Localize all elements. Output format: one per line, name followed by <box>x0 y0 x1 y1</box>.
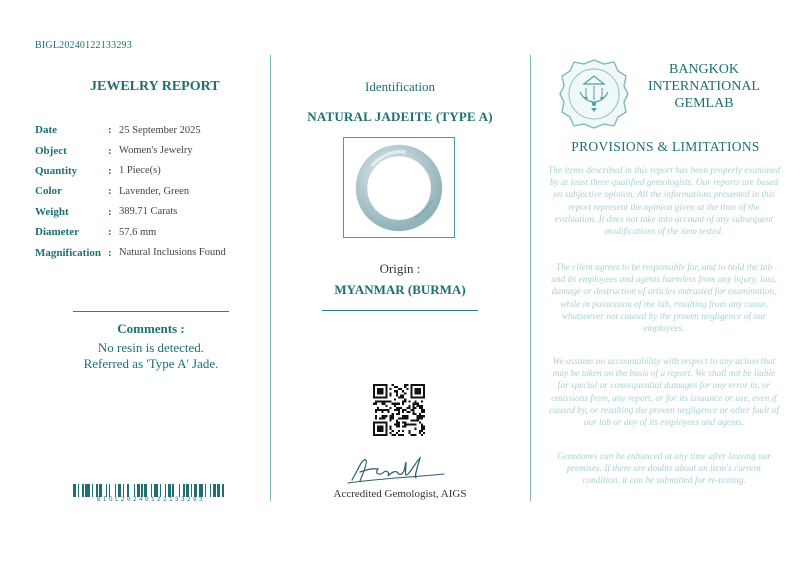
comments-divider <box>73 311 229 312</box>
spec-value: Women's Jewelry <box>119 145 193 157</box>
comment-line: Referred as 'Type A' Jade. <box>83 356 219 371</box>
spec-colon: : <box>108 164 112 177</box>
spec-colon: : <box>108 144 112 157</box>
panel-divider-right <box>530 55 531 501</box>
spec-value: Lavender, Green <box>119 185 190 197</box>
identification-heading: Identification <box>364 79 436 94</box>
report-title: JEWELRY REPORT <box>90 79 220 94</box>
provisions-paragraph: The client agrees to be responsible for, and to hold the lab and its employees and agents harmless from any injury, loss, damage or destruction of articles entrusted for examination, while in possession of the lab, resulting from any cause, whatsoever not caused by the proven negligence of our employees. <box>551 263 777 335</box>
spec-row-diameter <box>35 222 226 242</box>
barcode-text: BIGL20240122133293 <box>96 496 205 503</box>
spec-label: Magnification <box>35 246 101 259</box>
spec-row-date <box>35 120 226 140</box>
signature <box>344 450 448 488</box>
spec-row-color <box>35 181 226 201</box>
origin-label: Origin : <box>379 261 421 276</box>
spec-label: Diameter <box>35 226 79 239</box>
lab-name-line: BANGKOK <box>669 62 739 77</box>
gem-chandelier-emblem-icon <box>558 58 630 130</box>
provisions-title: PROVISIONS & LIMITATIONS <box>571 139 760 154</box>
lab-name-line: GEMLAB <box>674 96 734 111</box>
provisions-paragraph: Gemstones can be enhanced at any time after leaving our premises. If there are doubts about an item's current condition, it can be submitted for re-testing. <box>556 452 772 487</box>
spec-value: Natural Inclusions Found <box>119 247 226 259</box>
spec-value: 389.71 Carats <box>119 206 178 218</box>
comment-line: No resin is detected. <box>97 340 205 355</box>
spec-colon: : <box>108 124 112 137</box>
origin-divider <box>322 310 478 311</box>
spec-colon: : <box>108 185 112 198</box>
comments-body <box>0 340 302 372</box>
spec-table <box>35 120 226 263</box>
lab-name <box>638 61 770 112</box>
spec-row-magnification <box>35 242 226 262</box>
spec-row-weight <box>35 202 226 222</box>
qr-code-icon[interactable] <box>373 384 425 436</box>
spec-row-quantity <box>35 161 226 181</box>
spec-value: 57.6 mm <box>119 226 157 238</box>
provisions-paragraph: We assume no accountability with respect to any action that may be taken on the basis of a report. We shall not be liable for special or consequential damages for any error in, or omissions from, any report, or for its issuance or use, even if caused by, or resulting the proven negligence or other fault of our lab or any of its employees and agents. <box>549 357 779 429</box>
spec-label: Color <box>35 185 62 198</box>
lab-name-line: INTERNATIONAL <box>648 79 760 94</box>
spec-colon: : <box>108 205 112 218</box>
spec-colon: : <box>108 246 112 259</box>
spec-label: Date <box>35 124 57 137</box>
spec-colon: : <box>108 226 112 239</box>
spec-label: Quantity <box>35 164 78 177</box>
spec-label: Weight <box>35 205 69 218</box>
spec-label: Object <box>35 144 67 157</box>
gem-photo <box>343 137 455 238</box>
spec-value: 25 September 2025 <box>119 124 201 136</box>
provisions-paragraph: The items described in this report has been properly examined by at least three qualified gemologists. Our reports are based on subjective opinion. All the informations presented in this report represent the opinion given at the time of the evaluation. It does not take into account of any subsequent modifications of the item tested. <box>548 166 780 238</box>
signature-caption: Accredited Gemologist, AIGS <box>333 488 467 500</box>
signature-text: Hashen A. <box>344 450 349 451</box>
spec-row-object <box>35 140 226 160</box>
comments-title: Comments : <box>117 321 185 336</box>
stone-name: NATURAL JADEITE (TYPE A) <box>307 109 493 124</box>
report-number: BIGL20240122133293 <box>35 40 132 51</box>
spec-value: 1 Piece(s) <box>119 165 161 177</box>
origin-value: MYANMAR (BURMA) <box>334 282 466 297</box>
jade-bangle-image <box>344 138 454 237</box>
